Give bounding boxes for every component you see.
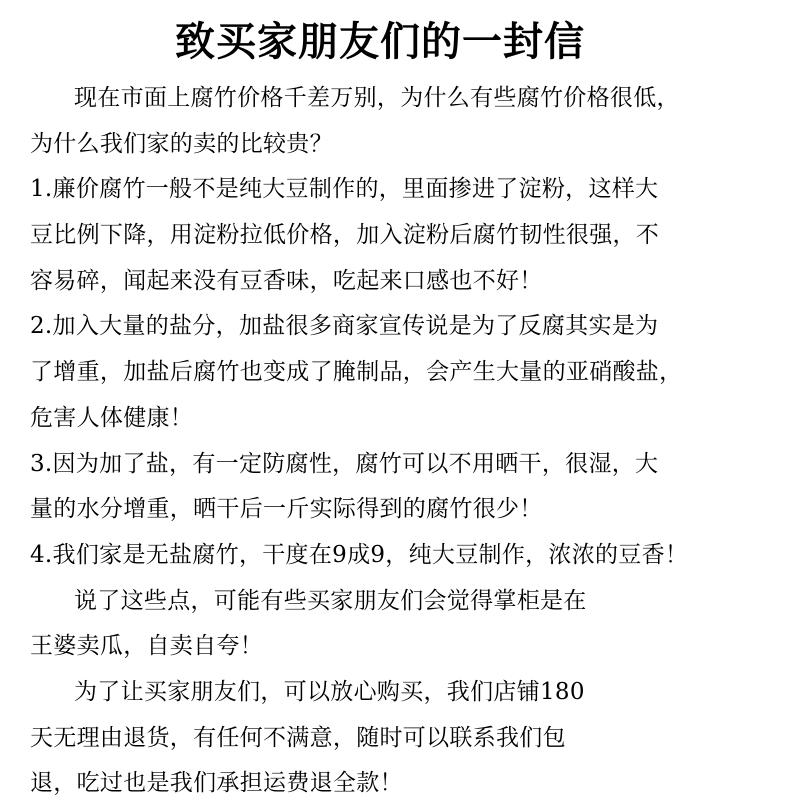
paragraph-line: 说了这些点，可能有些买家朋友们会觉得掌柜是在 [74, 587, 587, 614]
paragraph-line: 为什么我们家的卖的比较贵？ [30, 130, 333, 157]
paragraph-line: 王婆卖瓜，自卖自夸！ [30, 633, 263, 660]
letter-title: 致买家朋友们的一封信 [175, 19, 585, 65]
point-2-line: 危害人体健康！ [30, 404, 194, 431]
point-4-line: 4.我们家是无盐腐竹，干度在9成9，纯大豆制作，浓浓的豆香！ [30, 541, 689, 568]
paragraph-line: 天无理由退货，有任何不满意，随时可以联系我们包 [30, 724, 566, 751]
point-1-line: 1.廉价腐竹一般不是纯大豆制作的，里面掺进了淀粉，这样大 [30, 176, 659, 203]
point-3-line: 3.因为加了盐，有一定防腐性，腐竹可以不用晒干，很湿，大 [30, 450, 659, 477]
point-2-line: 2.加入大量的盐分，加盐很多商家宣传说是为了反腐其实是为 [30, 313, 659, 340]
paragraph-line: 现在市面上腐竹价格千差万别，为什么有些腐竹价格很低， [74, 85, 680, 111]
paragraph-line: 为了让买家朋友们，可以放心购买，我们店铺180 [74, 678, 585, 705]
point-3-line: 量的水分增重，晒干后一斤实际得到的腐竹很少！ [30, 496, 543, 523]
letter-body [30, 76, 800, 807]
point-2-line: 了增重，加盐后腐竹也变成了腌制品，会产生大量的亚硝酸盐， [30, 359, 683, 386]
point-1-line: 豆比例下降，用淀粉拉低价格，加入淀粉后腐竹韧性很强，不 [30, 222, 660, 249]
paragraph-line: 退，吃过也是我们承担运费退全款！ [30, 770, 403, 797]
point-1-line: 容易碎，闻起来没有豆香味，吃起来口感也不好！ [30, 267, 543, 294]
